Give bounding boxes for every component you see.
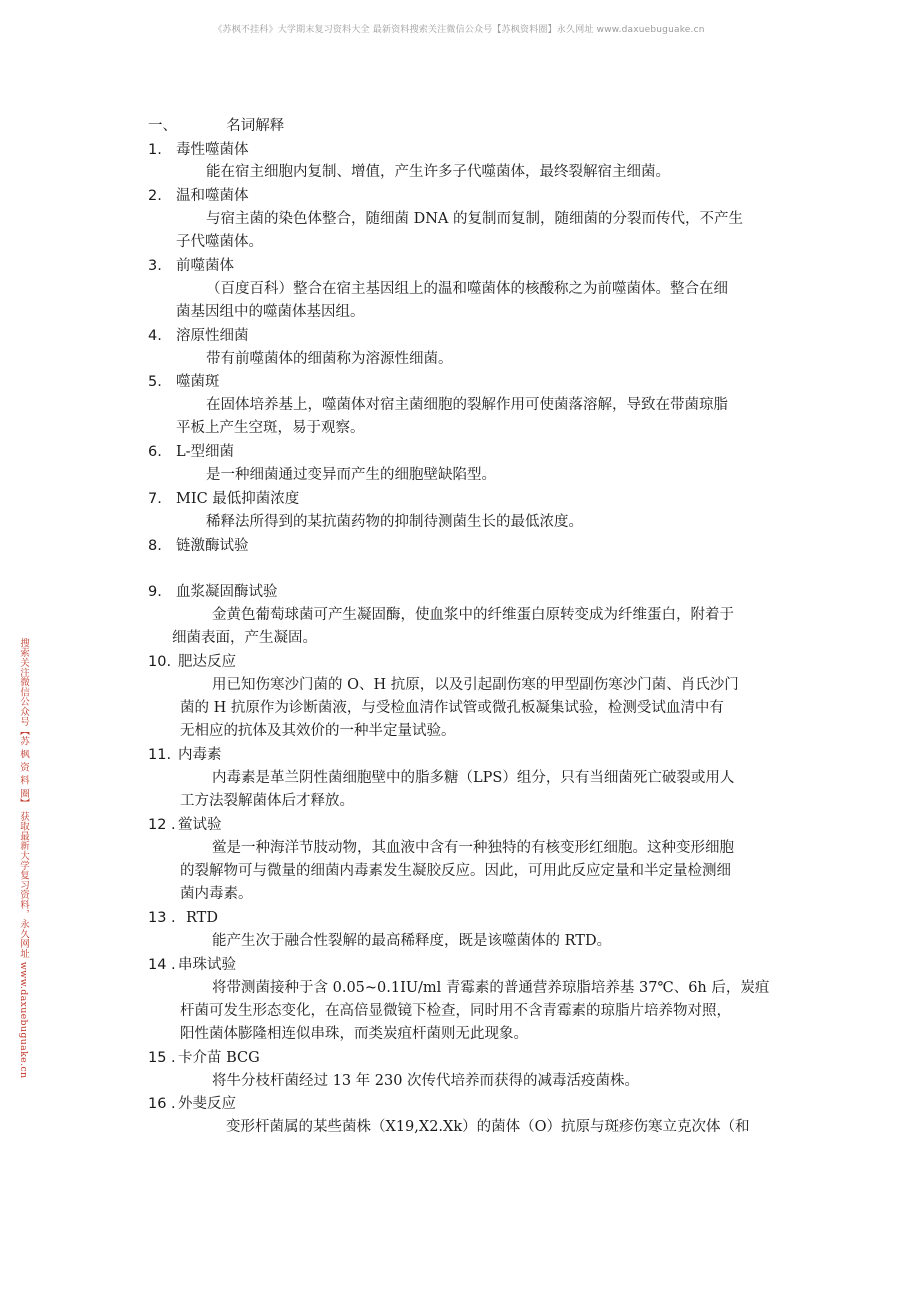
term-definition-line: 阳性菌体膨隆相连似串珠，而类炭疽杆菌则无此现象。 <box>180 1026 528 1042</box>
term-title: 卡介苗 BCG <box>178 1050 260 1066</box>
term-heading <box>148 326 249 346</box>
term-definition-line: 菌内毒素。 <box>180 886 253 902</box>
term-number: 13 . <box>148 910 176 926</box>
term-number: 1. <box>148 142 162 158</box>
term-definition-line: 带有前噬菌体的细菌称为溶源性细菌。 <box>206 351 453 367</box>
term-definition-line: 工方法裂解菌体后才释放。 <box>180 793 354 809</box>
term-title: 温和噬菌体 <box>176 188 249 204</box>
term-number: 11. <box>148 747 172 763</box>
term-number: 5. <box>148 374 162 390</box>
term-definition-line: 是一种细菌通过变异而产生的细胞壁缺陷型。 <box>206 467 496 483</box>
term-definition-line: 菌基因组中的噬菌体基因组。 <box>176 304 365 320</box>
term-definition-line: （百度百科）整合在宿主基因组上的温和噬菌体的核酸称之为前噬菌体。整合在细 <box>206 281 728 297</box>
term-heading <box>148 815 222 835</box>
term-heading <box>148 442 234 462</box>
term-title: 前噬菌体 <box>176 258 234 274</box>
term-definition-line: 的裂解物可与微量的细菌内毒素发生凝胶反应。因此，可用此反应定量和半定量检测细 <box>180 863 731 879</box>
term-title: 血浆凝固酶试验 <box>176 584 278 600</box>
term-heading <box>148 652 236 672</box>
term-definition-line: 无相应的抗体及其效价的一种半定量试验。 <box>180 723 456 739</box>
term-number: 3. <box>148 258 162 274</box>
term-heading <box>148 745 222 765</box>
term-definition-line: 平板上产生空斑，易于观察。 <box>176 420 365 436</box>
term-number: 15 . <box>148 1050 176 1066</box>
term-title: 毒性噬菌体 <box>176 142 249 158</box>
term-definition-line: 将牛分枝杆菌经过 13 年 230 次传代培养而获得的减毒活疫菌株。 <box>212 1073 640 1089</box>
term-title: RTD <box>186 910 218 926</box>
term-heading <box>148 140 249 160</box>
term-heading <box>148 536 249 556</box>
term-title: 串珠试验 <box>178 957 236 973</box>
term-definition-line: 鲎是一种海洋节肢动物，其血液中含有一种独特的有核变形红细胞。这种变形细胞 <box>212 840 734 856</box>
section-heading <box>148 116 284 136</box>
term-title: 外斐反应 <box>178 1096 236 1112</box>
section-marker: 一、 <box>148 118 177 134</box>
term-definition-line: 杆菌可发生形态变化，在高倍显微镜下检查，同时用不含青霉素的琼脂片培养物对照， <box>180 1003 731 1019</box>
term-number: 10. <box>148 654 172 670</box>
term-title: 溶原性细菌 <box>176 328 249 344</box>
term-definition-line: 内毒素是革兰阴性菌细胞壁中的脂多糖（LPS）组分，只有当细菌死亡破裂或用人 <box>212 770 735 786</box>
term-definition-line: 用已知伤寒沙门菌的 O、H 抗原，以及引起副伤寒的甲型副伤寒沙门菌、肖氏沙门 <box>212 677 739 693</box>
term-heading <box>148 1094 236 1114</box>
term-definition-line: 变形杆菌属的某些菌株（X19,X2.Xk）的菌体（O）抗原与斑疹伤寒立克次体（和 <box>226 1119 750 1135</box>
term-title: 肥达反应 <box>178 654 236 670</box>
term-number: 8. <box>148 538 162 554</box>
term-definition-line: 与宿主菌的染色体整合，随细菌 DNA 的复制而复制，随细菌的分裂而传代，不产生 <box>206 211 743 227</box>
term-definition-line: 菌的 H 抗原作为诊断菌液，与受检血清作试管或微孔板凝集试验，检测受试血清中有 <box>180 700 724 716</box>
term-heading <box>148 489 299 509</box>
term-title: MIC 最低抑菌浓度 <box>176 491 300 507</box>
term-definition-line: 能产生次于融合性裂解的最高稀释度，既是该噬菌体的 RTD。 <box>212 933 612 949</box>
term-number: 14 . <box>148 957 176 973</box>
term-title: 内毒素 <box>178 747 222 763</box>
term-number: 9. <box>148 584 162 600</box>
term-title: 链激酶试验 <box>176 538 249 554</box>
sidebar-watermark: 搜索关注微信公众号【苏 枫 资 料 圈】 获取最新大学复习资料，永久网址 www.daxuebuguake.cn <box>18 638 29 1079</box>
term-title: L-型细菌 <box>176 444 235 460</box>
term-title: 鲎试验 <box>178 817 222 833</box>
term-number: 7. <box>148 491 162 507</box>
term-heading <box>148 582 278 602</box>
term-number: 4. <box>148 328 162 344</box>
term-heading <box>148 908 218 928</box>
term-number: 12 . <box>148 817 176 833</box>
term-title: 噬菌斑 <box>176 374 220 390</box>
term-heading <box>148 186 249 206</box>
term-definition-line: 子代噬菌体。 <box>176 234 263 250</box>
term-definition-line: 稀释法所得到的某抗菌药物的抑制待测菌生长的最低浓度。 <box>206 514 583 530</box>
term-heading <box>148 955 236 975</box>
term-heading <box>148 372 220 392</box>
term-definition-line: 在固体培养基上，噬菌体对宿主菌细胞的裂解作用可使菌落溶解，导致在带菌琼脂 <box>206 397 728 413</box>
section-title: 名词解释 <box>226 118 285 134</box>
term-heading <box>148 1048 260 1068</box>
term-definition-line: 能在宿主细胞内复制、增值，产生许多子代噬菌体，最终裂解宿主细菌。 <box>206 164 670 180</box>
term-number: 16 . <box>148 1096 176 1112</box>
term-definition-line: 细菌表面，产生凝固。 <box>172 630 317 646</box>
term-number: 2. <box>148 188 162 204</box>
term-definition-line: 金黄色葡萄球菌可产生凝固酶，使血浆中的纤维蛋白原转变成为纤维蛋白，附着于 <box>212 607 734 623</box>
page-header-watermark: 《苏枫不挂科》大学期末复习资料大全 最新资料搜索关注微信公众号【苏枫资料圈】永久网址 www.daxuebuguake.cn <box>213 25 705 35</box>
term-heading <box>148 256 234 276</box>
term-number: 6. <box>148 444 162 460</box>
term-definition-line: 将带测菌接种于含 0.05~0.1IU/ml 青霉素的普通营养琼脂培养基 37℃、6h 后，炭疽 <box>212 980 770 996</box>
